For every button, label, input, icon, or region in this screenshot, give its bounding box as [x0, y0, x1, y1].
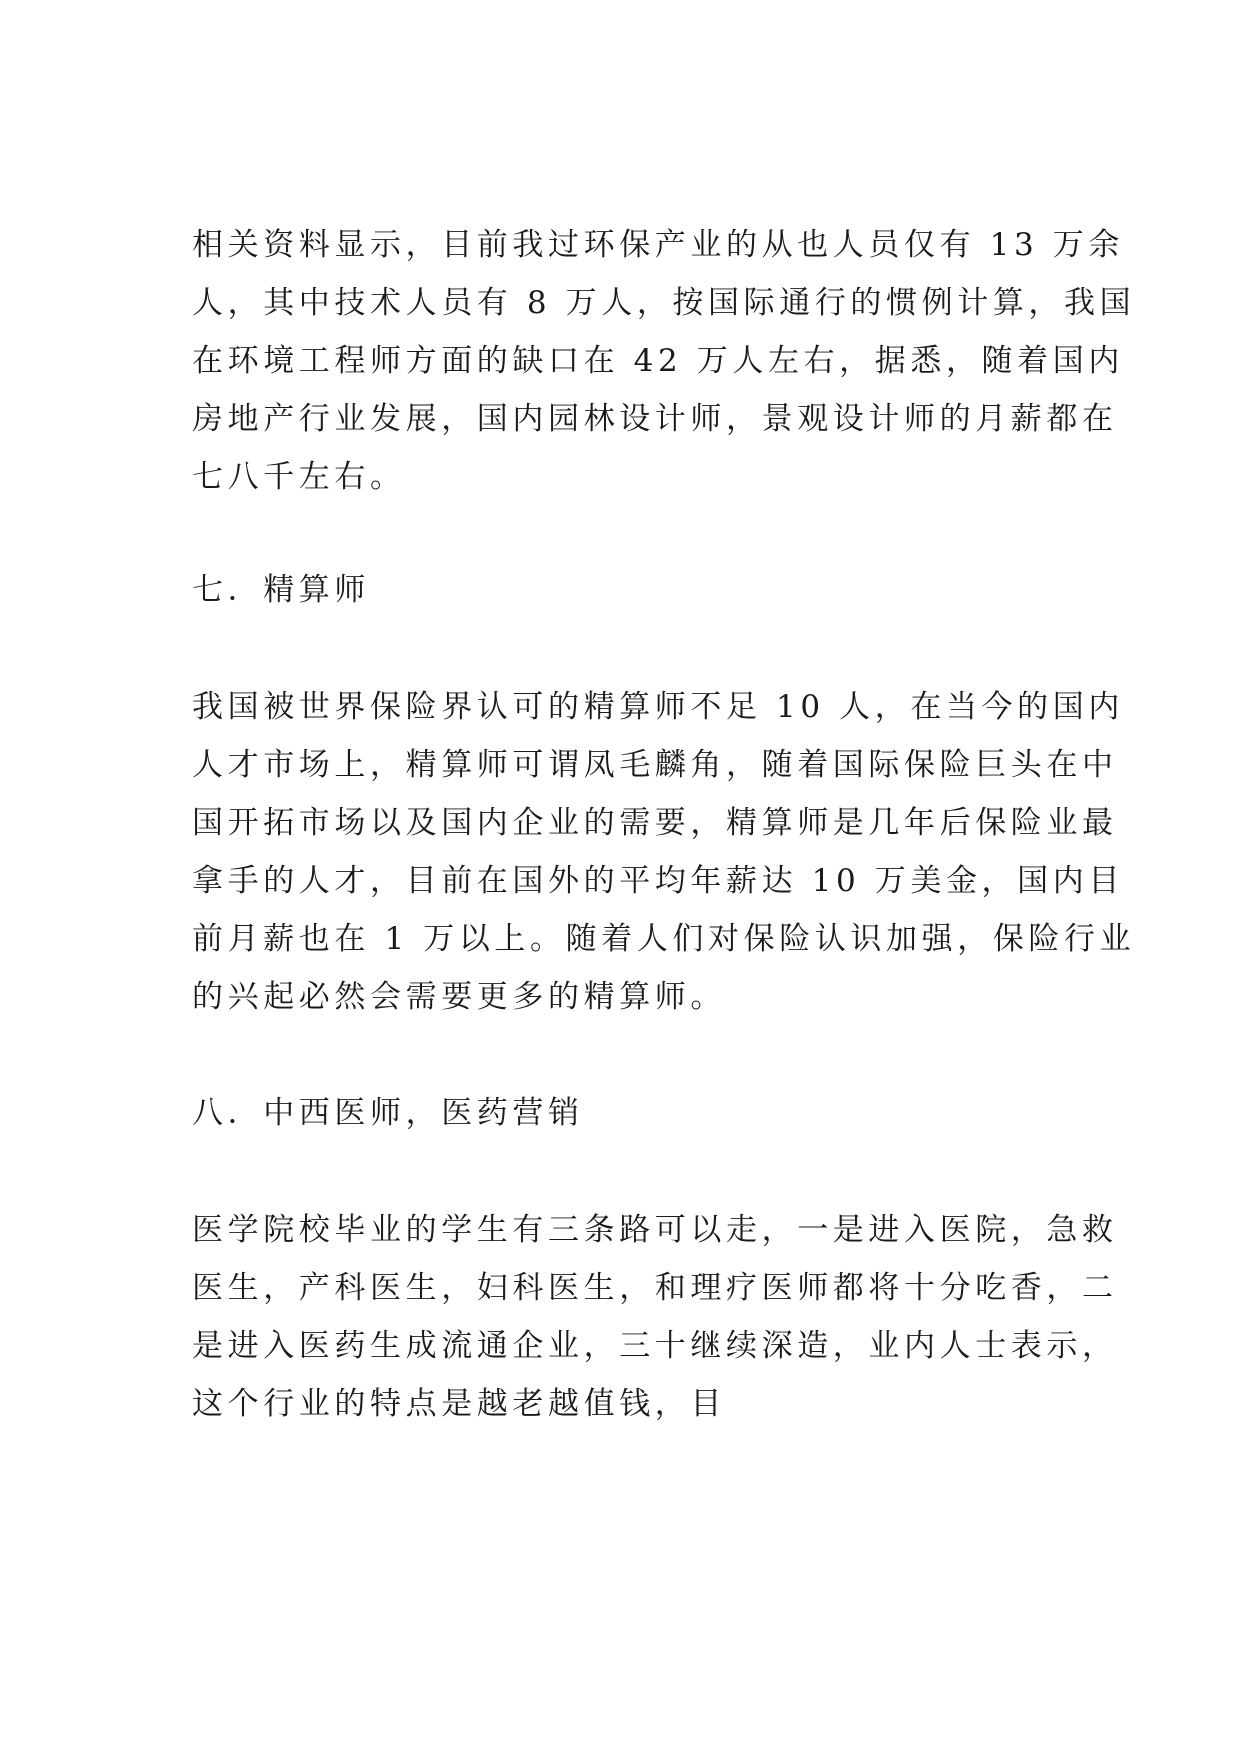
- text-line: 国开拓市场以及国内企业的需要，精算师是几年后保险业最: [192, 805, 1118, 841]
- text-line: 是进入医药生成流通企业，三十继续深造，业内人士表示，: [192, 1328, 1118, 1364]
- text-line: 七八千左右。: [192, 459, 406, 495]
- text-line: 医生，产科医生，妇科医生，和理疗医师都将十分吃香，二: [192, 1270, 1118, 1306]
- text-line: 拿手的人才，目前在国外的平均年薪达 10 万美金，国内目: [192, 863, 1124, 899]
- text-line: 医学院校毕业的学生有三条路可以走，一是进入医院，急救: [192, 1212, 1118, 1248]
- text-line: 人，其中技术人员有 8 万人，按国际通行的惯例计算，我国: [192, 285, 1136, 321]
- text-line: 的兴起必然会需要更多的精算师。: [192, 979, 726, 1015]
- section-heading-actuary: 七．精算师: [192, 572, 370, 608]
- section-heading-medicine: 八．中西医师，医药营销: [192, 1095, 584, 1131]
- text-line: 在环境工程师方面的缺口在 42 万人左右，据悉，随着国内: [192, 343, 1124, 379]
- text-line: 房地产行业发展，国内园林设计师，景观设计师的月薪都在: [192, 401, 1118, 437]
- text-line: 人才市场上，精算师可谓凤毛麟角，随着国际保险巨头在中: [192, 747, 1118, 783]
- text-line: 这个行业的特点是越老越值钱，目: [192, 1386, 726, 1422]
- text-line: 相关资料显示，目前我过环保产业的从也人员仅有 13 万余: [192, 227, 1124, 263]
- text-line: 我国被世界保险界认可的精算师不足 10 人，在当今的国内: [192, 689, 1124, 725]
- text-line: 前月薪也在 1 万以上。随着人们对保险认识加强，保险行业: [192, 921, 1136, 957]
